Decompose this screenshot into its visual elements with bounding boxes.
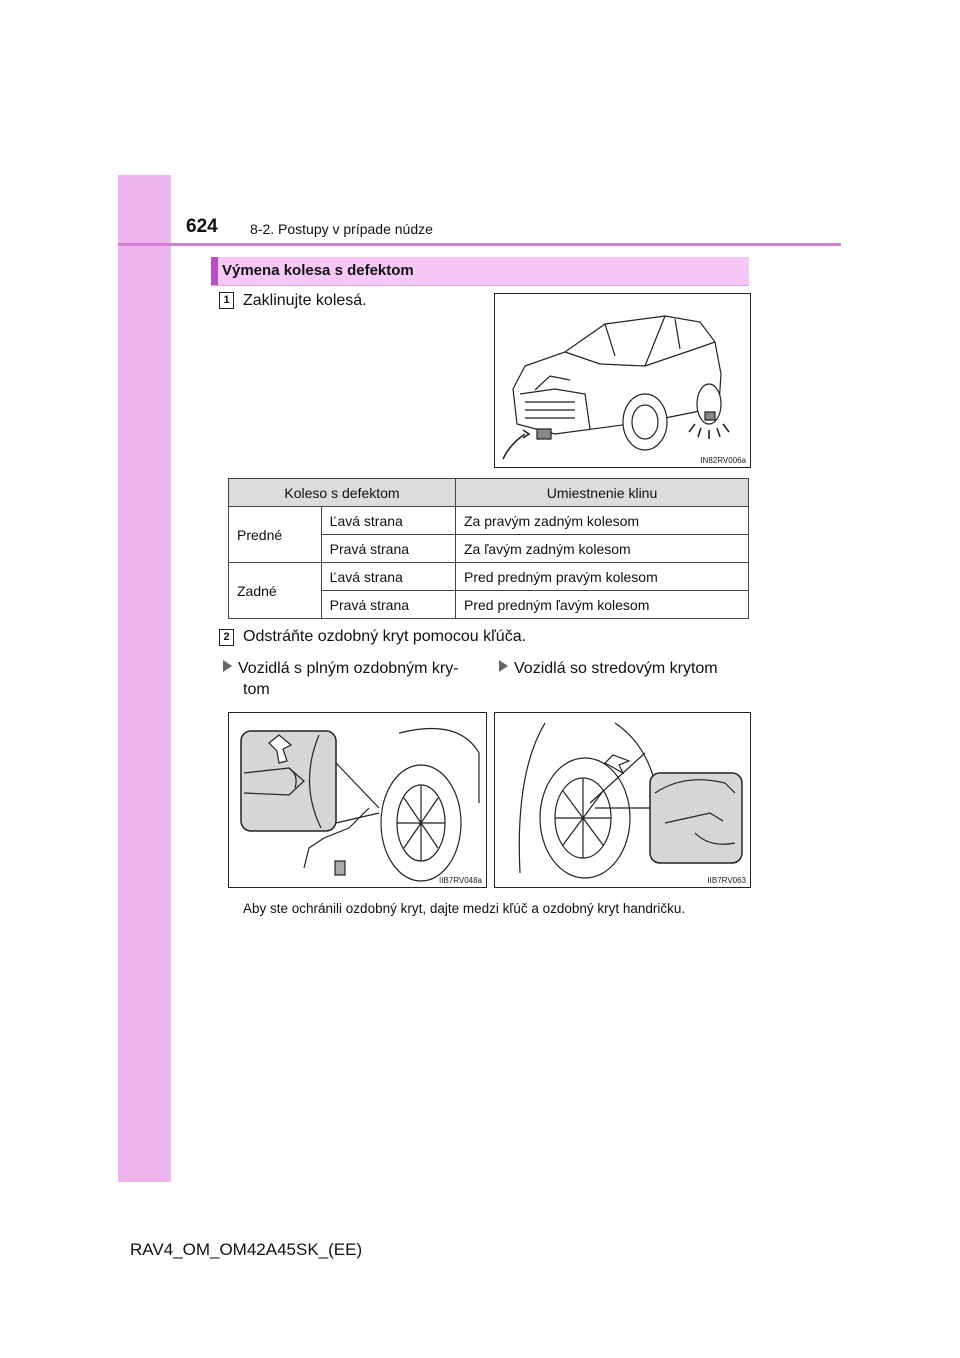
footer-manual-code: RAV4_OM_OM42A45SK_(EE) [130,1240,363,1259]
bullet-center-cover-text: Vozidlá so stredovým krytom [514,660,718,677]
table-cell-location: Za ľavým zadným kolesom [456,535,749,563]
bullet-triangle-icon [499,660,508,672]
table-header-flat-wheel: Koleso s defektom [229,479,456,507]
table-cell-location: Pred predným ľavým kolesom [456,591,749,619]
chapter-sidebar-tab [118,175,171,1182]
full-cover-illustration [229,713,486,887]
table-cell-position: Zadné [229,563,322,619]
figure-code: IN82RV006a [700,456,746,465]
car-chock-illustration [495,294,750,467]
table-cell-position: Predné [229,507,322,563]
table-header-wedge-location: Umiestnenie klinu [456,479,749,507]
step-number-1: 1 [219,292,234,309]
section-accent [211,257,218,285]
figure-code: IIB7RV063 [707,876,746,885]
bullet-full-cover-line2: tom [243,681,270,698]
section-title: Výmena kolesa s defektom [222,262,414,279]
table-cell-location: Za pravým zadným kolesom [456,507,749,535]
bullet-full-cover-line1: Vozidlá s plným ozdobným kry- [238,660,459,677]
table-cell-side: Pravá strana [321,535,455,563]
step-number-2: 2 [219,629,234,646]
table-header-row [229,479,749,507]
table-cell-side: Ľavá strana [321,563,455,591]
step-2-text: Odstráňte ozdobný kryt pomocou kľúča. [243,628,527,645]
wedge-location-table [228,478,749,619]
figure-center-cover-removal [494,712,751,888]
page-number: 624 [186,216,218,237]
figure-wheel-chocks [494,293,751,468]
bullet-center-cover [499,658,718,679]
bullet-triangle-icon [223,660,232,672]
table-cell-location: Pred predným pravým kolesom [456,563,749,591]
chapter-title: 8-2. Postupy v prípade núdze [250,221,433,237]
center-cover-illustration [495,713,750,887]
step-1-text: Zaklinujte kolesá. [243,292,367,309]
table-row [229,563,749,591]
figure-full-cover-removal [228,712,487,888]
table-cell-side: Pravá strana [321,591,455,619]
header-rule [118,243,841,246]
note-text: Aby ste ochránili ozdobný kryt, dajte medzi kľúč a ozdobný kryt handričku. [243,901,686,916]
table-cell-side: Ľavá strana [321,507,455,535]
bullet-full-cover [223,658,488,700]
table-row [229,507,749,535]
figure-code: IIB7RV048a [439,876,482,885]
